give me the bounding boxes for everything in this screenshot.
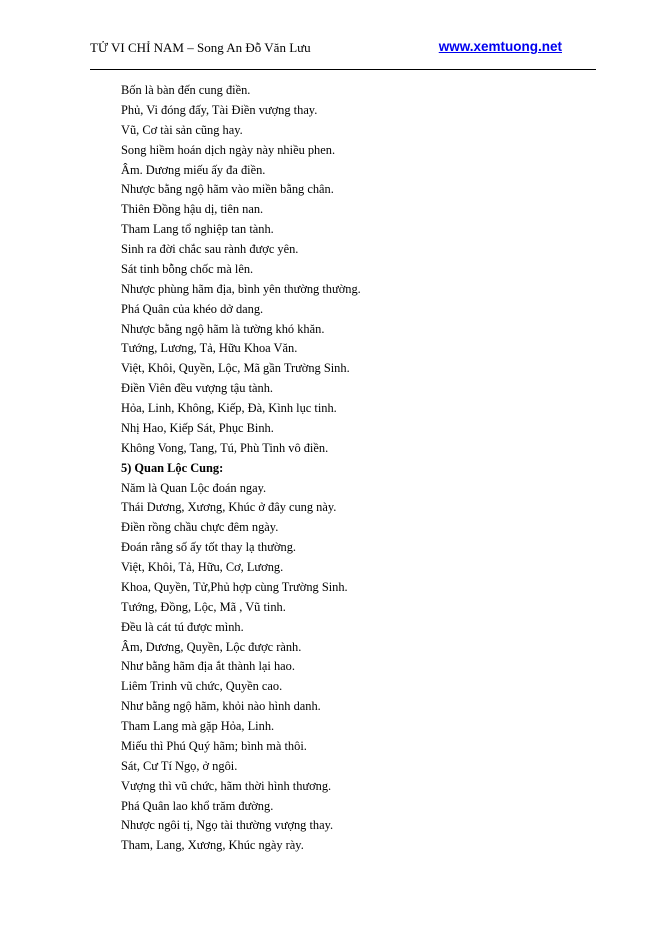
verse-line: Âm. Dương miếu ấy đa điền. [121, 162, 266, 177]
verse-line: Không Vong, Tang, Tú, Phù Tinh vô điền. [121, 440, 329, 455]
verse-line: Thái Dương, Xương, Khúc ở đây cung này. [121, 500, 337, 515]
verse-line: Phủ, Vi đóng đấy, Tài Điền vượng thay. [121, 102, 318, 117]
verse-line: Như bằng ngộ hãm, khỏi nào hình danh. [121, 699, 321, 714]
verse-line: Tướng, Đồng, Lộc, Mã , Vũ tinh. [121, 599, 286, 614]
verse-line: Việt, Khôi, Tả, Hữu, Cơ, Lương. [121, 560, 284, 574]
website-link[interactable]: www.xemtuong.net [438, 39, 562, 54]
verse-line: Đều là cát tú được mình. [121, 619, 244, 634]
verse-line: Nhược bằng ngộ hãm là tường khó khăn. [121, 321, 325, 336]
page-header [90, 40, 595, 60]
verse-line: Nhược ngôi tị, Ngọ tài thường vượng thay. [121, 818, 334, 833]
verse-line: Sát, Cư Tí Ngọ, ở ngôi. [121, 758, 238, 773]
header-divider [90, 69, 596, 70]
verse-line: Song hiềm hoán dịch ngày này nhiều phen. [121, 142, 336, 157]
verse-line: Điền Viên đều vượng tậu tành. [121, 381, 274, 396]
verse-line: Phá Quân của khéo dở dang. [121, 301, 264, 316]
verse-line: Tham Lang mà gặp Hỏa, Linh. [121, 719, 275, 733]
verse-text [121, 81, 581, 856]
section-heading-quan-loc: 5) Quan Lộc Cung: [121, 460, 224, 475]
header-title: TỬ VI CHỈ NAM – Song An Đỗ Văn Lưu [90, 40, 311, 55]
verse-line: Vượng thì vũ chức, hãm thời hình thương. [121, 778, 332, 793]
verse-line: Miếu thì Phú Quý hãm; bình mà thôi. [121, 738, 307, 753]
verse-line: Việt, Khôi, Quyền, Lộc, Mã gần Trường Sinh. [121, 361, 350, 376]
verse-line: Khoa, Quyền, Tử,Phủ hợp cùng Trường Sinh. [121, 579, 348, 594]
verse-line: Như bằng hãm địa ắt thành lại hao. [121, 659, 295, 674]
verse-line: Tướng, Lương, Tả, Hữu Khoa Văn. [121, 341, 298, 356]
verse-line: Âm, Dương, Quyền, Lộc được rành. [121, 639, 302, 654]
verse-line: Nhược phùng hãm địa, bình yên thường thường. [121, 281, 361, 296]
verse-line: Phá Quân lao khổ trăm đường. [121, 798, 274, 813]
verse-line: Điền rồng chầu chực đêm ngày. [121, 520, 279, 535]
verse-line: Thiên Đồng hậu dị, tiên nan. [121, 202, 264, 217]
verse-line: Năm là Quan Lộc đoán ngay. [121, 480, 267, 495]
verse-line: Hỏa, Linh, Không, Kiếp, Đà, Kình lục tinh. [121, 401, 337, 415]
verse-line: Đoán rằng số ấy tốt thay lạ thường. [121, 540, 296, 555]
verse-line: Bốn là bàn đến cung điền. [121, 83, 251, 97]
verse-line: Nhược bằng ngộ hãm vào miền bằng chân. [121, 182, 334, 197]
verse-line: Sát tinh bỗng chốc mà lên. [121, 261, 254, 276]
verse-line: Tham, Lang, Xương, Khúc ngày rày. [121, 838, 304, 853]
verse-line: Sinh ra đời chắc sau rành được yên. [121, 242, 299, 256]
verse-line: Tham Lang tổ nghiệp tan tành. [121, 222, 274, 237]
verse-line: Nhị Hao, Kiếp Sát, Phục Binh. [121, 420, 274, 435]
verse-line: Vũ, Cơ tài sản cũng hay. [121, 122, 243, 137]
verse-line: Liêm Trinh vũ chức, Quyền cao. [121, 679, 283, 694]
